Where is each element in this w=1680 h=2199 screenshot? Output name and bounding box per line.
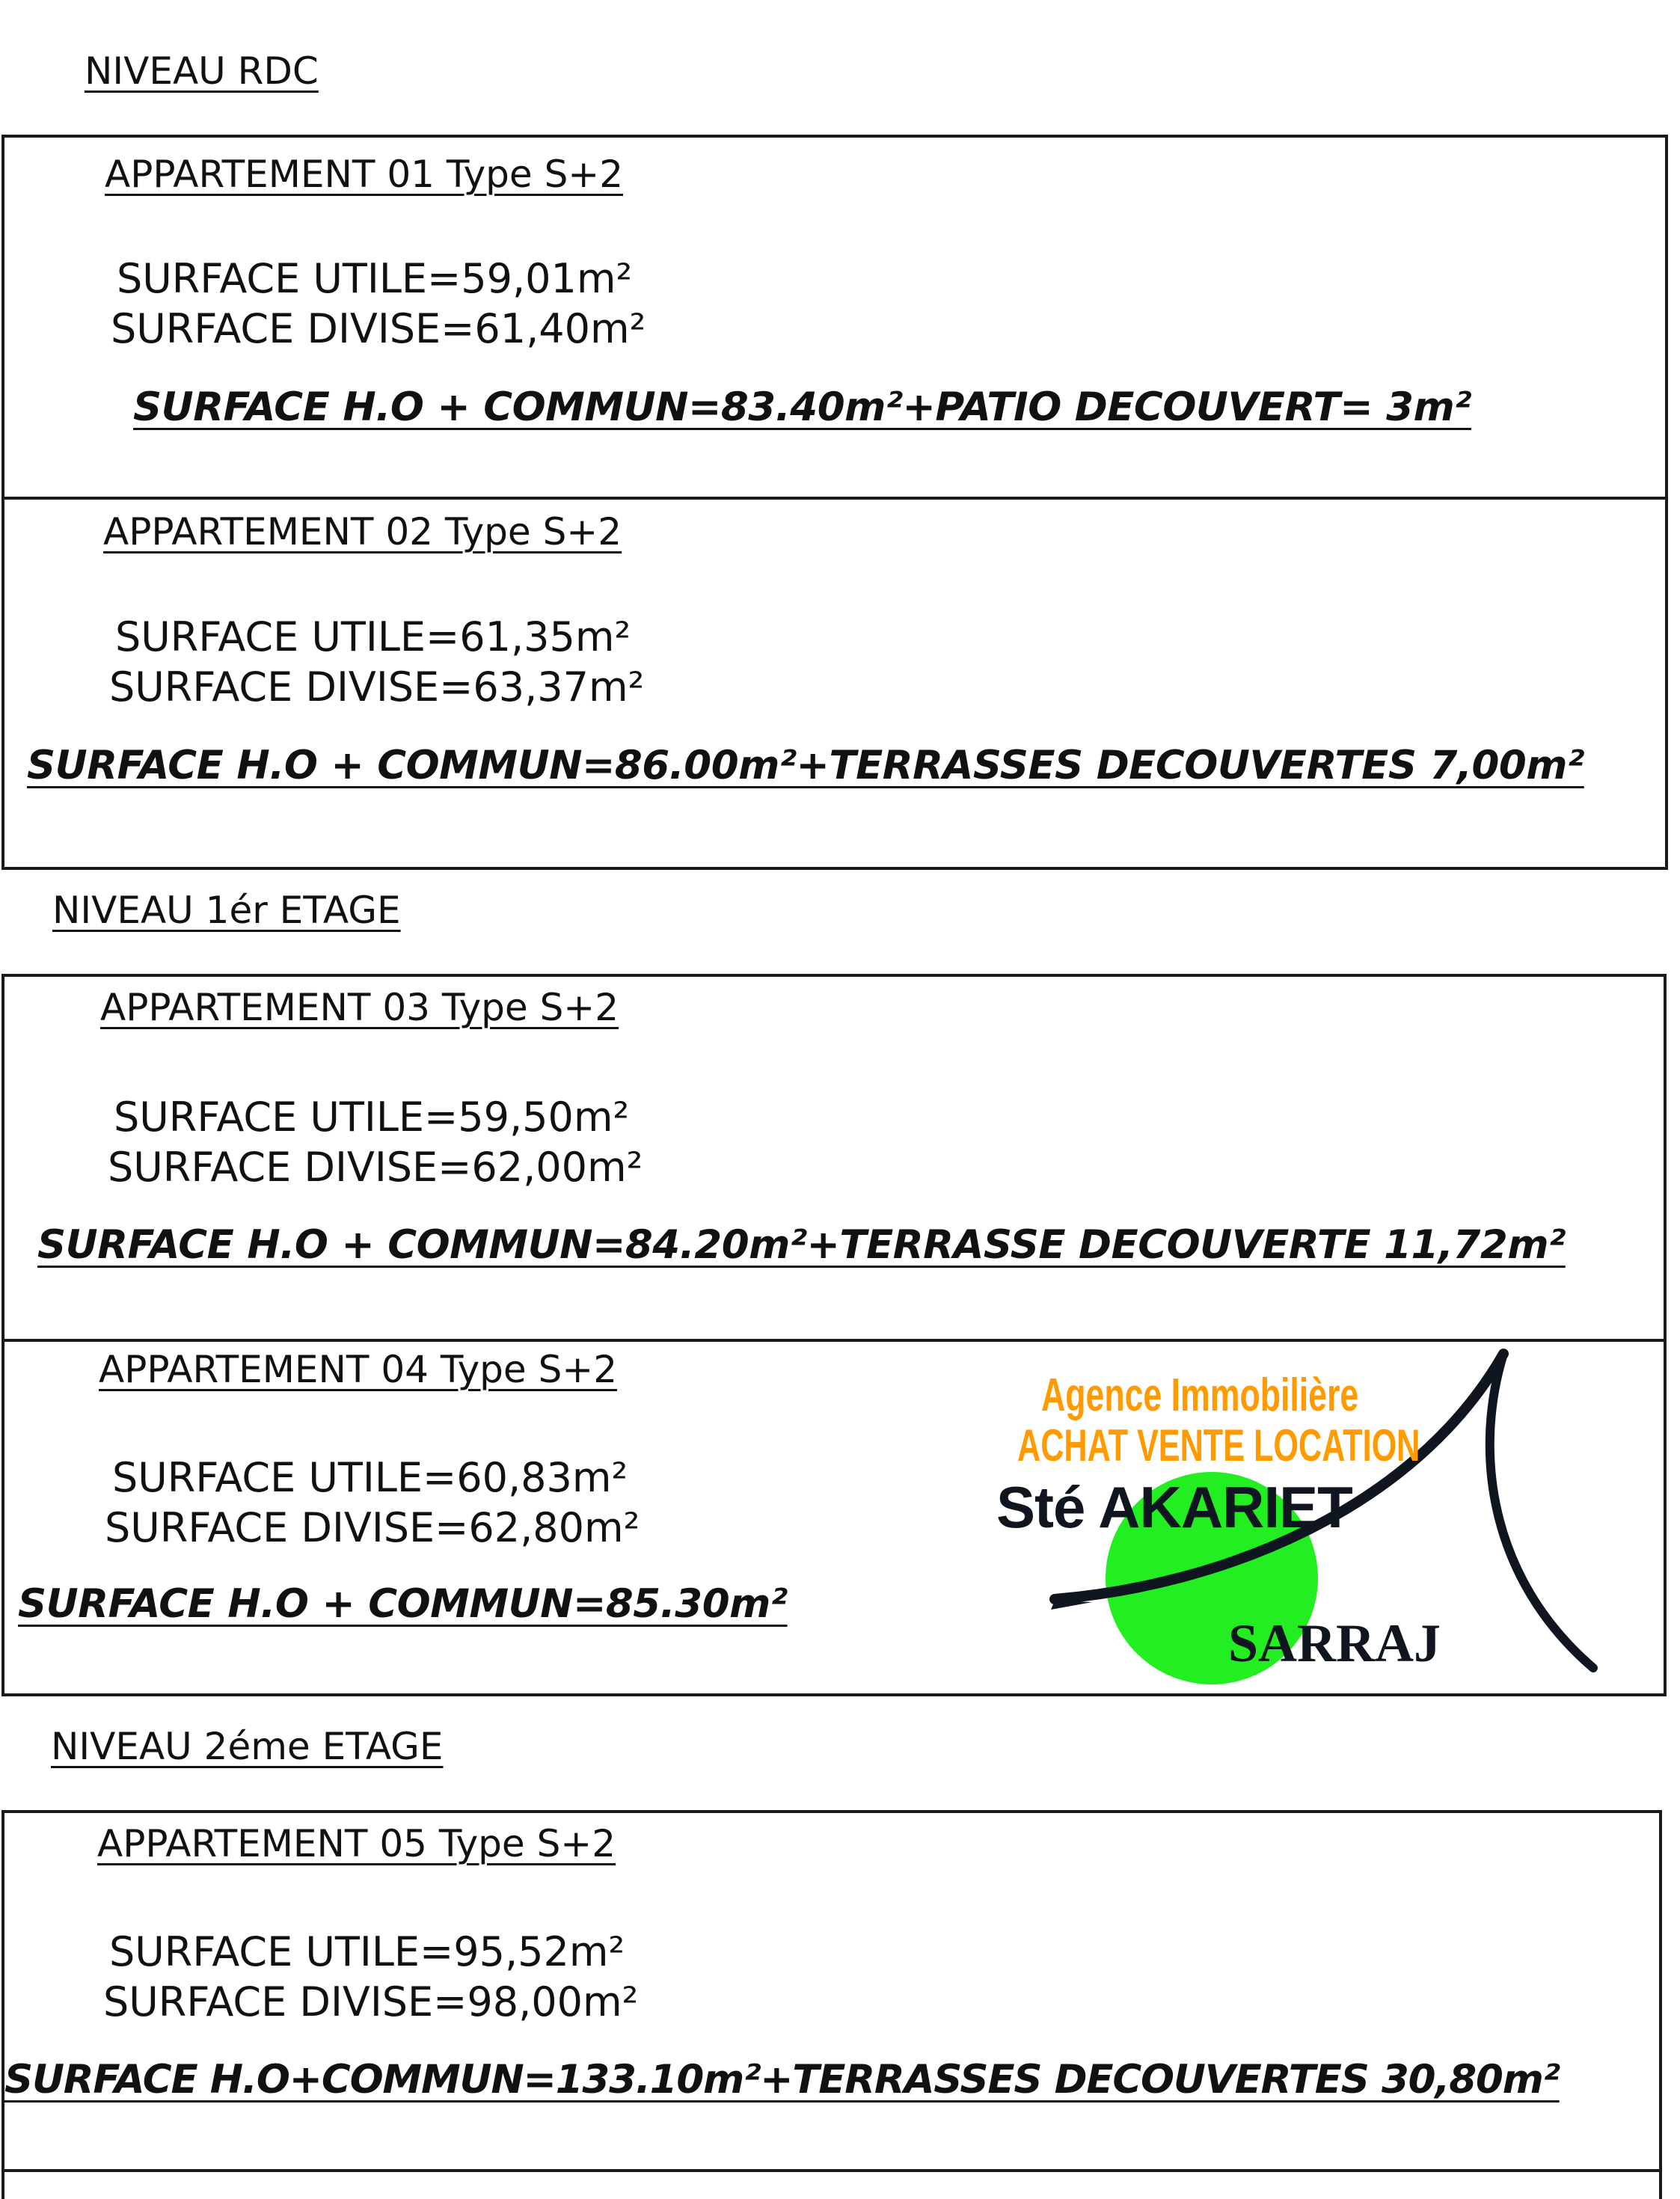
surface-divise: SURFACE DIVISE=62,00m²	[108, 1144, 643, 1191]
surface-utile: SURFACE UTILE=60,83m²	[112, 1454, 628, 1501]
surface-total: SURFACE H.O + COMMUN=83.40m²+PATIO DECOUVERT= 3m²	[133, 384, 1471, 430]
level-2eme-etage-box	[1, 1810, 1662, 2199]
surface-divise: SURFACE DIVISE=61,40m²	[111, 305, 646, 352]
stamp-swoosh-right	[1490, 1354, 1593, 1668]
surface-utile: SURFACE UTILE=59,01m²	[117, 255, 633, 302]
level-title-2eme-etage: NIVEAU 2éme ETAGE	[51, 1725, 444, 1768]
apartment-03	[4, 977, 1664, 1339]
surface-utile: SURFACE UTILE=59,50m²	[114, 1094, 630, 1141]
apartment-title: APPARTEMENT 04 Type S+2	[99, 1348, 618, 1391]
level-title-1er-etage: NIVEAU 1ér ETAGE	[52, 889, 401, 932]
stamp-services-label: ACHAT VENTE LOCATION	[1017, 1420, 1420, 1470]
level-rdc-box	[1, 135, 1668, 870]
apartment-title: APPARTEMENT 01 Type S+2	[105, 153, 624, 196]
apartment-title: APPARTEMENT 02 Type S+2	[103, 510, 622, 553]
surface-total: SURFACE H.O + COMMUN=86.00m²+TERRASSES DECOUVERTES 7,00m²	[27, 743, 1584, 788]
apartment-05	[4, 1813, 1659, 2187]
stamp-company-name: Sté AKARIET	[996, 1474, 1352, 1540]
stamp-owner-name: SARRAJ	[1228, 1613, 1441, 1673]
stamp-agency-label: Agence Immobilière	[1041, 1370, 1359, 1421]
apartment-01	[4, 138, 1665, 497]
surface-divise: SURFACE DIVISE=63,37m²	[109, 663, 645, 711]
level-title-rdc: NIVEAU RDC	[85, 49, 319, 93]
surface-total: SURFACE H.O+COMMUN=133.10m²+TERRASSES DECOUVERTES 30,80m²	[4, 2057, 1560, 2103]
surface-divise: SURFACE DIVISE=62,80m²	[105, 1504, 640, 1551]
surface-total: SURFACE H.O + COMMUN=84.20m²+TERRASSE DECOUVERTE 11,72m²	[37, 1222, 1566, 1268]
bottom-divider	[1, 2169, 1662, 2172]
apartment-title: APPARTEMENT 05 Type S+2	[97, 1822, 616, 1865]
surface-utile: SURFACE UTILE=95,52m²	[109, 1928, 625, 1975]
surface-divise: SURFACE DIVISE=98,00m²	[103, 1978, 639, 2025]
surface-total: SURFACE H.O + COMMUN=85.30m²	[18, 1581, 788, 1627]
agency-stamp	[995, 1339, 1608, 1698]
stamp-swoosh-tail	[1051, 1601, 1092, 1610]
apartment-title: APPARTEMENT 03 Type S+2	[100, 986, 619, 1029]
surface-utile: SURFACE UTILE=61,35m²	[115, 613, 631, 660]
apartment-02	[4, 497, 1665, 873]
